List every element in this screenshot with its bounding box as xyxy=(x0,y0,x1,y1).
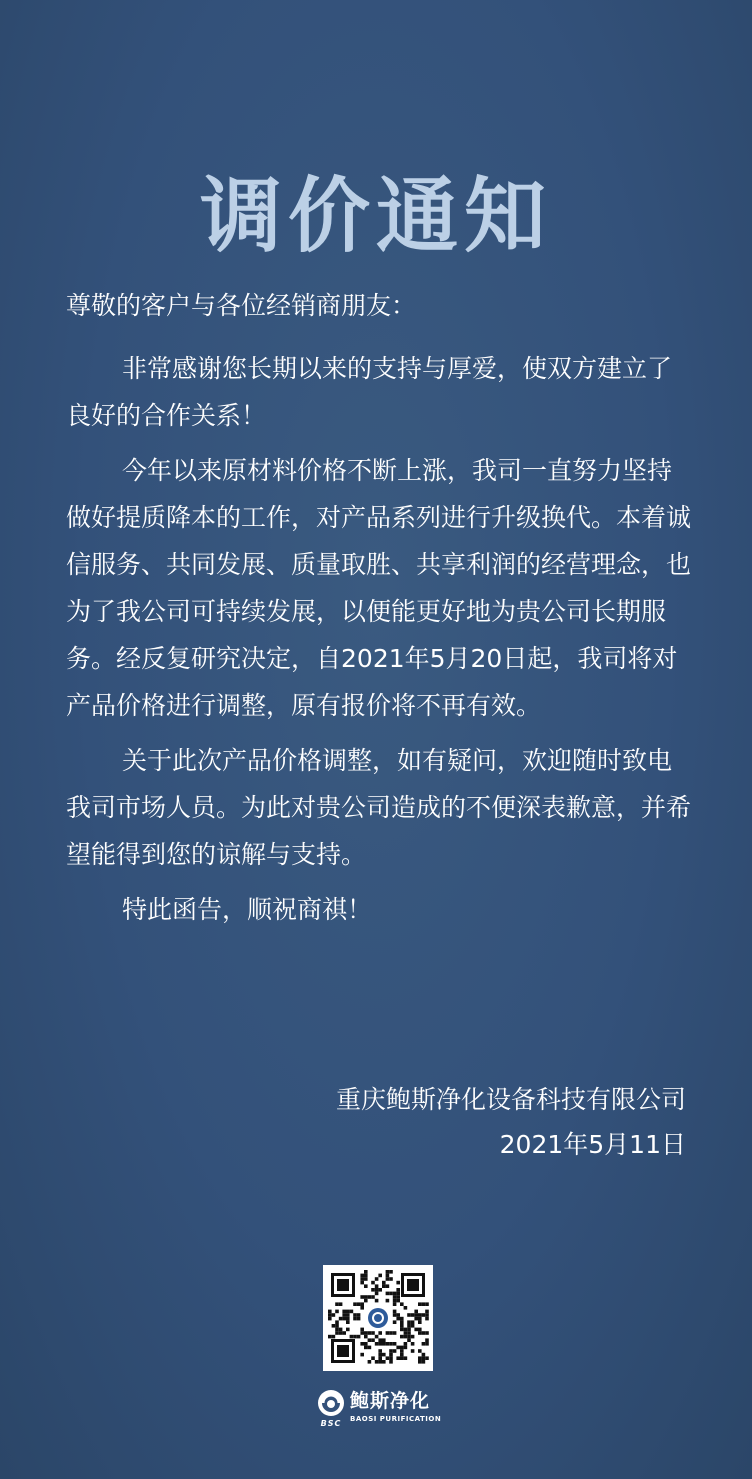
letter-paragraph-closing: 特此函告，顺祝商祺！ xyxy=(122,895,373,924)
letter-paragraph-thanks: 非常感谢您长期以来的支持与厚爱，使双方建立了良好的合作关系！ xyxy=(66,354,673,430)
signature-company: 重庆鲍斯净化设备科技有限公司 xyxy=(335,1085,686,1114)
letter-body xyxy=(66,282,691,941)
baosi-logo-icon xyxy=(316,1389,346,1431)
brand-name-en: BAOSI PURIFICATION xyxy=(350,1415,442,1423)
brand-name-cn: 鲍斯净化 xyxy=(350,1390,431,1412)
brand-logo xyxy=(316,1389,441,1431)
brand-text xyxy=(350,1389,441,1425)
letter-paragraph-apology: 关于此次产品价格调整，如有疑问，欢迎随时致电我司市场人员。为此对贵公司造成的不便深表歉意，并希望能得到您的谅解与支持。 xyxy=(66,746,692,869)
letter-paragraph-price-adjustment: 今年以来原材料价格不断上涨，我司一直努力坚持做好提质降本的工作，对产品系列进行升级换代。本着诚信服务、共同发展、质量取胜、共享利润的经营理念，也为了我公司可持续发展，以便能更好地为贵公司长期服务。经反复研究决定，自2021年5月20日起，我司将对产品价格进行调整，原有报价将不再有效。 xyxy=(66,456,692,720)
brand-abbr: BSC xyxy=(320,1419,342,1428)
page-title: 调价通知 xyxy=(199,168,552,264)
letter-greeting: 尊敬的客户与各位经销商朋友： xyxy=(66,291,417,320)
signature-date: 2021年5月11日 xyxy=(499,1130,686,1159)
qr-code-icon xyxy=(323,1265,433,1371)
signature-block xyxy=(336,1077,686,1167)
